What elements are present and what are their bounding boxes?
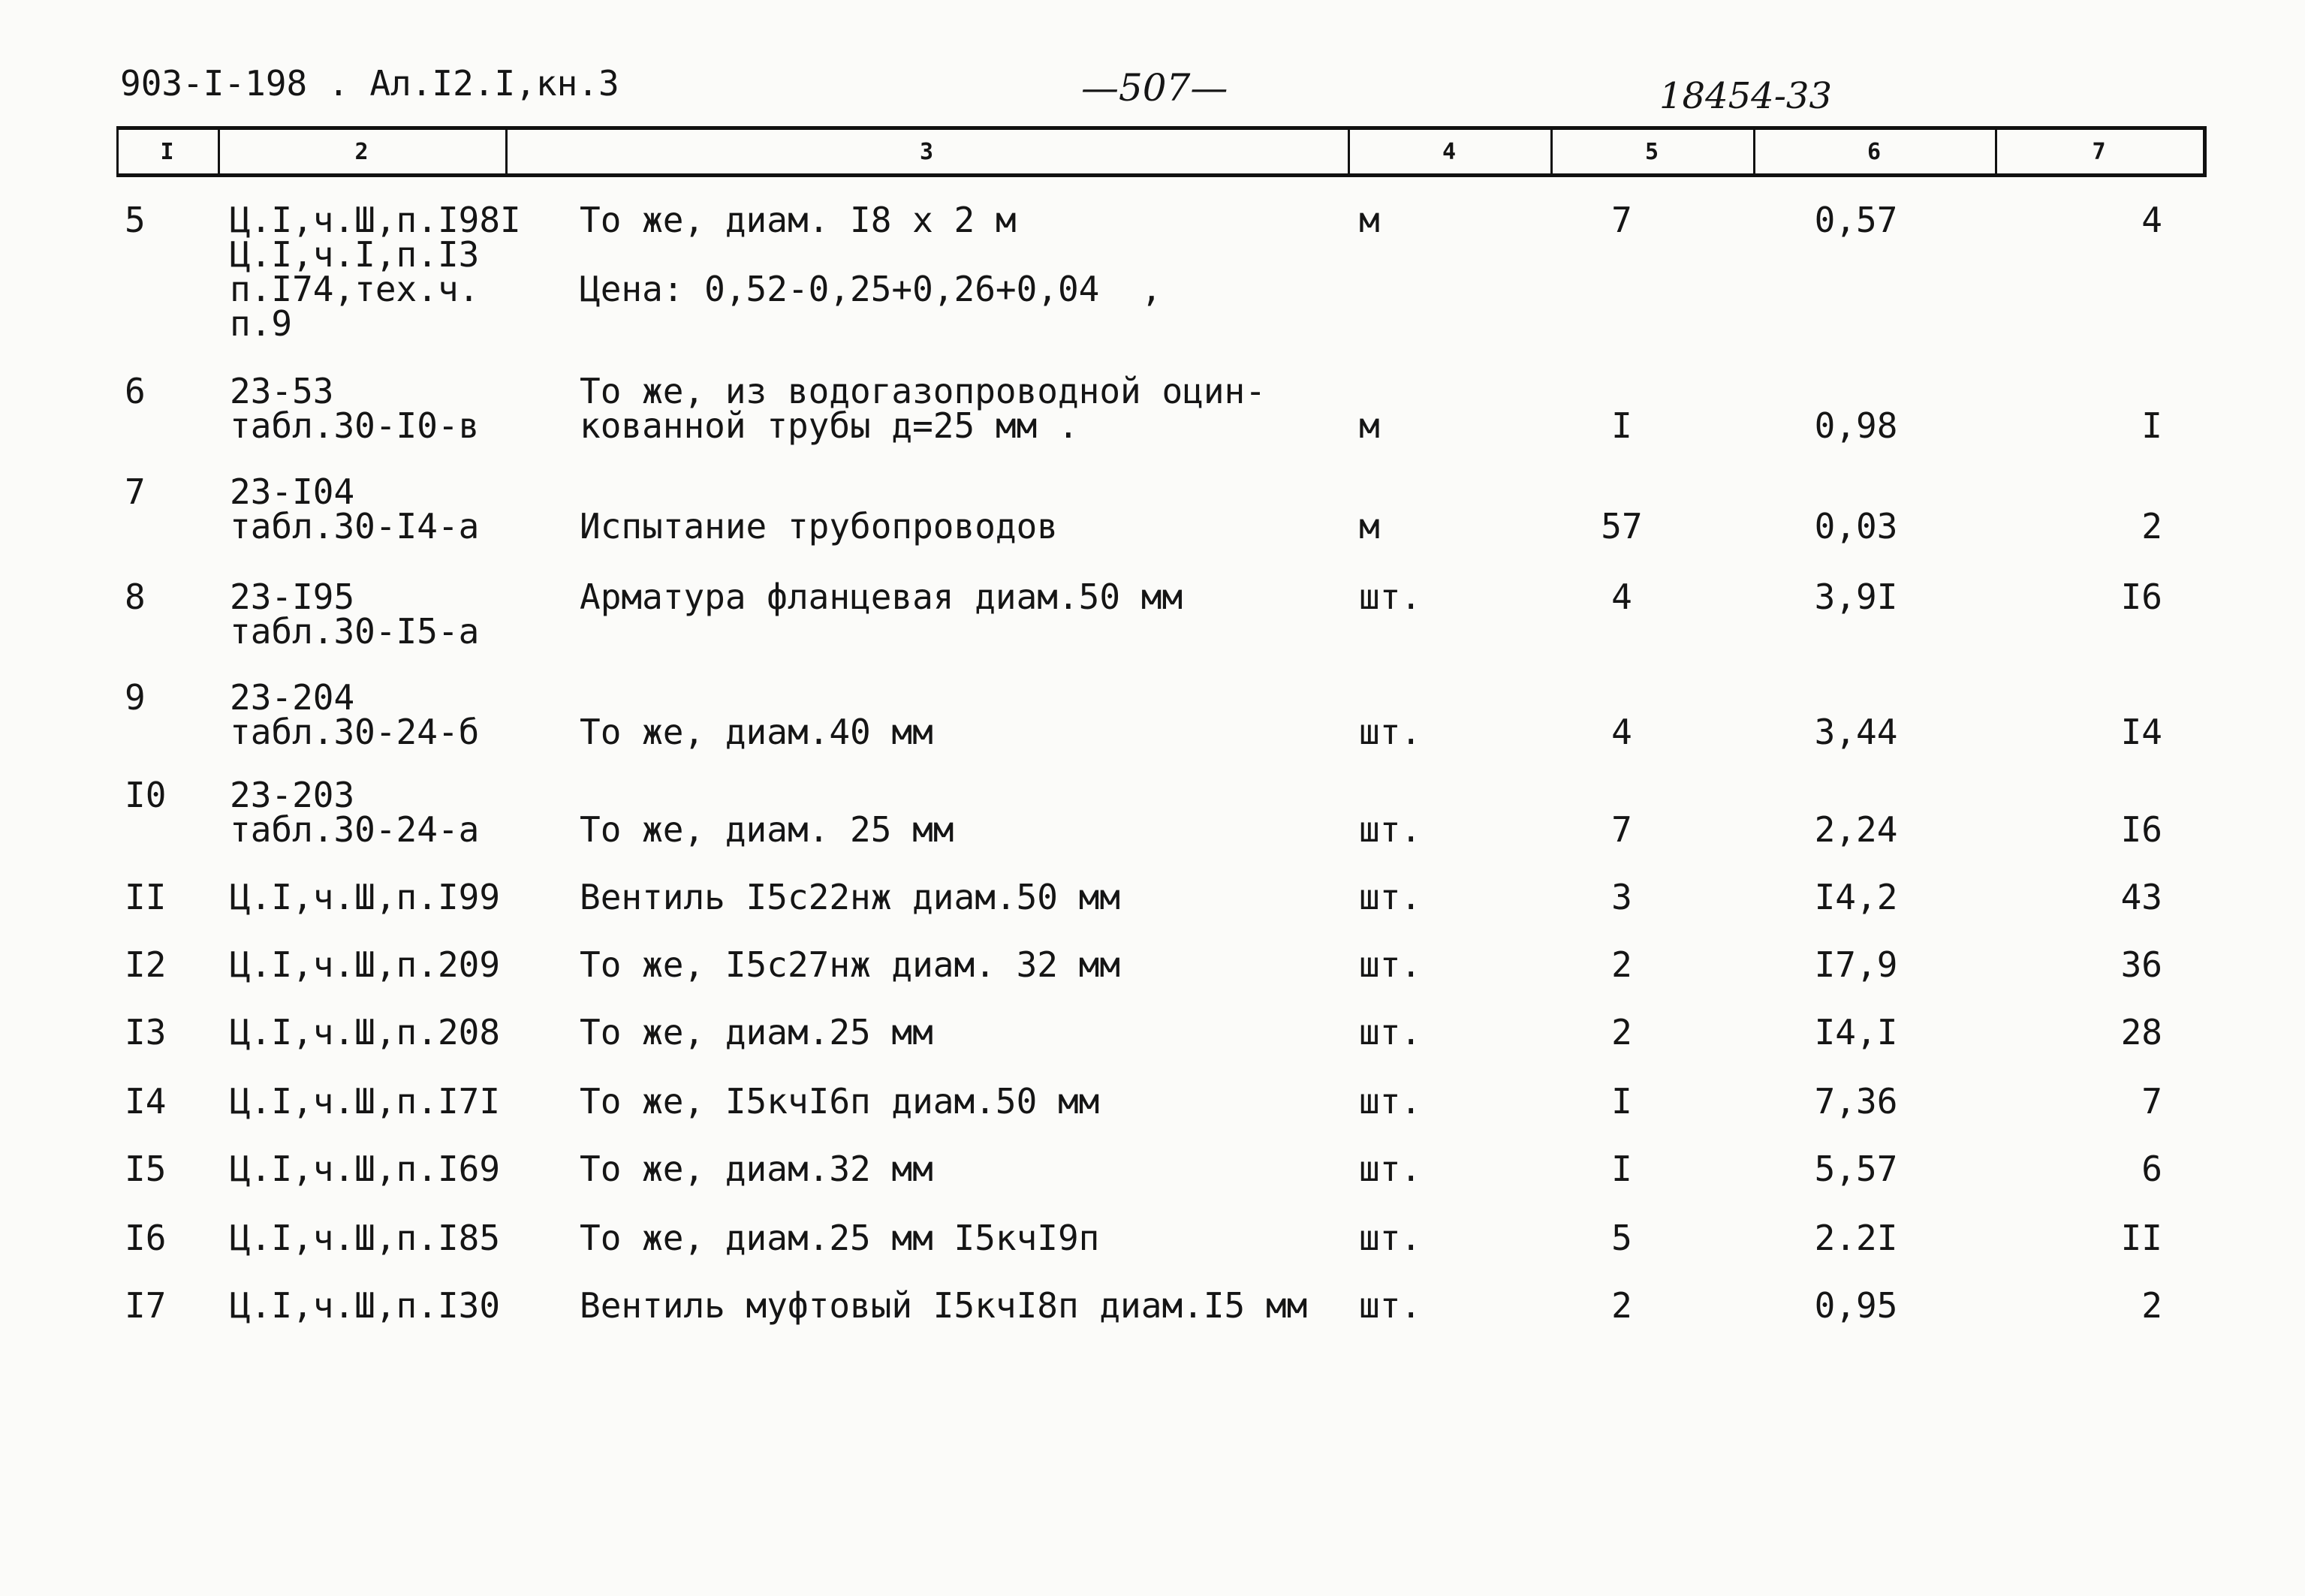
- quantity: 2: [1611, 1012, 1632, 1052]
- row-number: 6: [125, 371, 146, 411]
- item-description: Вентиль I5с22нж диам.50 мм: [580, 877, 1121, 917]
- item-description: Арматура фланцевая диам.50 мм: [580, 577, 1183, 617]
- total-cost: I: [2141, 405, 2162, 446]
- unit-price: 5,57: [1814, 1149, 1898, 1189]
- unit: шт.: [1359, 1285, 1422, 1326]
- page-number: —507—: [1081, 66, 1228, 110]
- price-breakdown: Цена: 0,52-0,25+0,26+0,04 ,: [580, 269, 1162, 309]
- rate-reference: Ц.I,ч.Ш,п.209: [230, 944, 501, 985]
- total-cost: 6: [2141, 1149, 2162, 1189]
- total-cost: 36: [2120, 944, 2162, 985]
- unit-price: I7,9: [1814, 944, 1898, 985]
- quantity: I: [1611, 1081, 1632, 1122]
- item-description: Испытание трубопроводов: [580, 506, 1058, 547]
- total-cost: I6: [2120, 809, 2162, 850]
- unit-price: 7,36: [1814, 1081, 1898, 1122]
- column-header-6: 6: [1867, 138, 1882, 165]
- rate-reference: 23-I95 табл.30-I5-а: [230, 577, 480, 652]
- row-number: I7: [125, 1285, 167, 1326]
- row-number: I3: [125, 1012, 167, 1052]
- item-description: Вентиль муфтовый I5кчI8п диам.I5 мм: [580, 1285, 1308, 1326]
- unit-price: 2,24: [1814, 809, 1898, 850]
- unit: шт.: [1359, 1012, 1422, 1052]
- quantity: I: [1611, 405, 1632, 446]
- quantity: I: [1611, 1149, 1632, 1189]
- rate-reference: Ц.I,ч.Ш,п.208: [230, 1012, 501, 1052]
- quantity: 4: [1611, 712, 1632, 752]
- row-number: I2: [125, 944, 167, 985]
- unit-price: 0,95: [1814, 1285, 1898, 1326]
- column-header-7: 7: [2092, 138, 2106, 165]
- rate-reference: 23-53 табл.30-I0-в: [230, 371, 480, 446]
- unit-price: 3,44: [1814, 712, 1898, 752]
- rate-reference: 23-203 табл.30-24-а: [230, 775, 480, 850]
- unit: шт.: [1359, 577, 1422, 617]
- total-cost: I6: [2120, 577, 2162, 617]
- unit: шт.: [1359, 1218, 1422, 1258]
- row-number: I5: [125, 1149, 167, 1189]
- quantity: 2: [1611, 944, 1632, 985]
- unit-price: I4,I: [1814, 1012, 1898, 1052]
- quantity: 57: [1601, 506, 1643, 547]
- unit: шт.: [1359, 1149, 1422, 1189]
- rate-reference: Ц.I,ч.Ш,п.I69: [230, 1149, 501, 1189]
- unit-price: 0,03: [1814, 506, 1898, 547]
- column-header-4: 4: [1442, 138, 1457, 165]
- item-description: То же, диам.25 мм: [580, 1012, 933, 1052]
- unit: м: [1359, 405, 1380, 446]
- total-cost: 2: [2141, 1285, 2162, 1326]
- total-cost: 2: [2141, 506, 2162, 547]
- row-number: 7: [125, 471, 146, 512]
- item-description: То же, диам. 25 мм: [580, 809, 954, 850]
- document-code: 903-I-198 . Ал.I2.I,кн.3: [120, 63, 619, 104]
- column-header-1: I: [160, 138, 174, 165]
- total-cost: 7: [2141, 1081, 2162, 1122]
- quantity: 3: [1611, 877, 1632, 917]
- quantity: 4: [1611, 577, 1632, 617]
- row-number: I6: [125, 1218, 167, 1258]
- row-number: 5: [125, 200, 146, 240]
- document-number: 18454-33: [1659, 75, 1832, 117]
- unit-price: 0,98: [1814, 405, 1898, 446]
- column-header-2: 2: [354, 138, 369, 165]
- rate-reference: Ц.I,ч.Ш,п.I7I: [230, 1081, 501, 1122]
- rate-reference: Ц.I,ч.Ш,п.I98I Ц.I,ч.I,п.I3 п.I74,тех.ч. п.9: [230, 200, 521, 344]
- row-number: 9: [125, 677, 146, 718]
- rate-reference: Ц.I,ч.Ш,п.I30: [230, 1285, 501, 1326]
- quantity: 7: [1611, 809, 1632, 850]
- unit: м: [1359, 506, 1380, 547]
- row-number: I4: [125, 1081, 167, 1122]
- quantity: 5: [1611, 1218, 1632, 1258]
- total-cost: 43: [2120, 877, 2162, 917]
- item-description: То же, из водогазопроводной оцин- кованной трубы д=25 мм .: [580, 371, 1266, 446]
- item-description: То же, диам.25 мм I5кчI9п: [580, 1218, 1100, 1258]
- unit: шт.: [1359, 809, 1422, 850]
- item-description: То же, диам. I8 х 2 м: [580, 200, 1017, 240]
- row-number: 8: [125, 577, 146, 617]
- row-number: I0: [125, 775, 167, 815]
- unit: шт.: [1359, 944, 1422, 985]
- rate-reference: 23-204 табл.30-24-б: [230, 677, 480, 752]
- column-header-5: 5: [1644, 138, 1659, 165]
- unit: м: [1359, 200, 1380, 240]
- unit-price: 2.2I: [1814, 1218, 1898, 1258]
- quantity: 2: [1611, 1285, 1632, 1326]
- total-cost: II: [2120, 1218, 2162, 1258]
- row-number: II: [125, 877, 167, 917]
- rate-reference: Ц.I,ч.Ш,п.I85: [230, 1218, 501, 1258]
- unit-price: I4,2: [1814, 877, 1898, 917]
- total-cost: 4: [2141, 200, 2162, 240]
- item-description: То же, I5с27нж диам. 32 мм: [580, 944, 1121, 985]
- column-header-3: 3: [919, 138, 934, 165]
- quantity: 7: [1611, 200, 1632, 240]
- rate-reference: Ц.I,ч.Ш,п.I99: [230, 877, 501, 917]
- rate-reference: 23-I04 табл.30-I4-а: [230, 471, 480, 547]
- item-description: То же, I5кчI6п диам.50 мм: [580, 1081, 1100, 1122]
- unit: шт.: [1359, 712, 1422, 752]
- unit-price: 3,9I: [1814, 577, 1898, 617]
- item-description: То же, диам.32 мм: [580, 1149, 933, 1189]
- unit: шт.: [1359, 877, 1422, 917]
- total-cost: I4: [2120, 712, 2162, 752]
- table-column-header: [116, 126, 2207, 177]
- item-description: То же, диам.40 мм: [580, 712, 933, 752]
- unit-price: 0,57: [1814, 200, 1898, 240]
- unit: шт.: [1359, 1081, 1422, 1122]
- total-cost: 28: [2120, 1012, 2162, 1052]
